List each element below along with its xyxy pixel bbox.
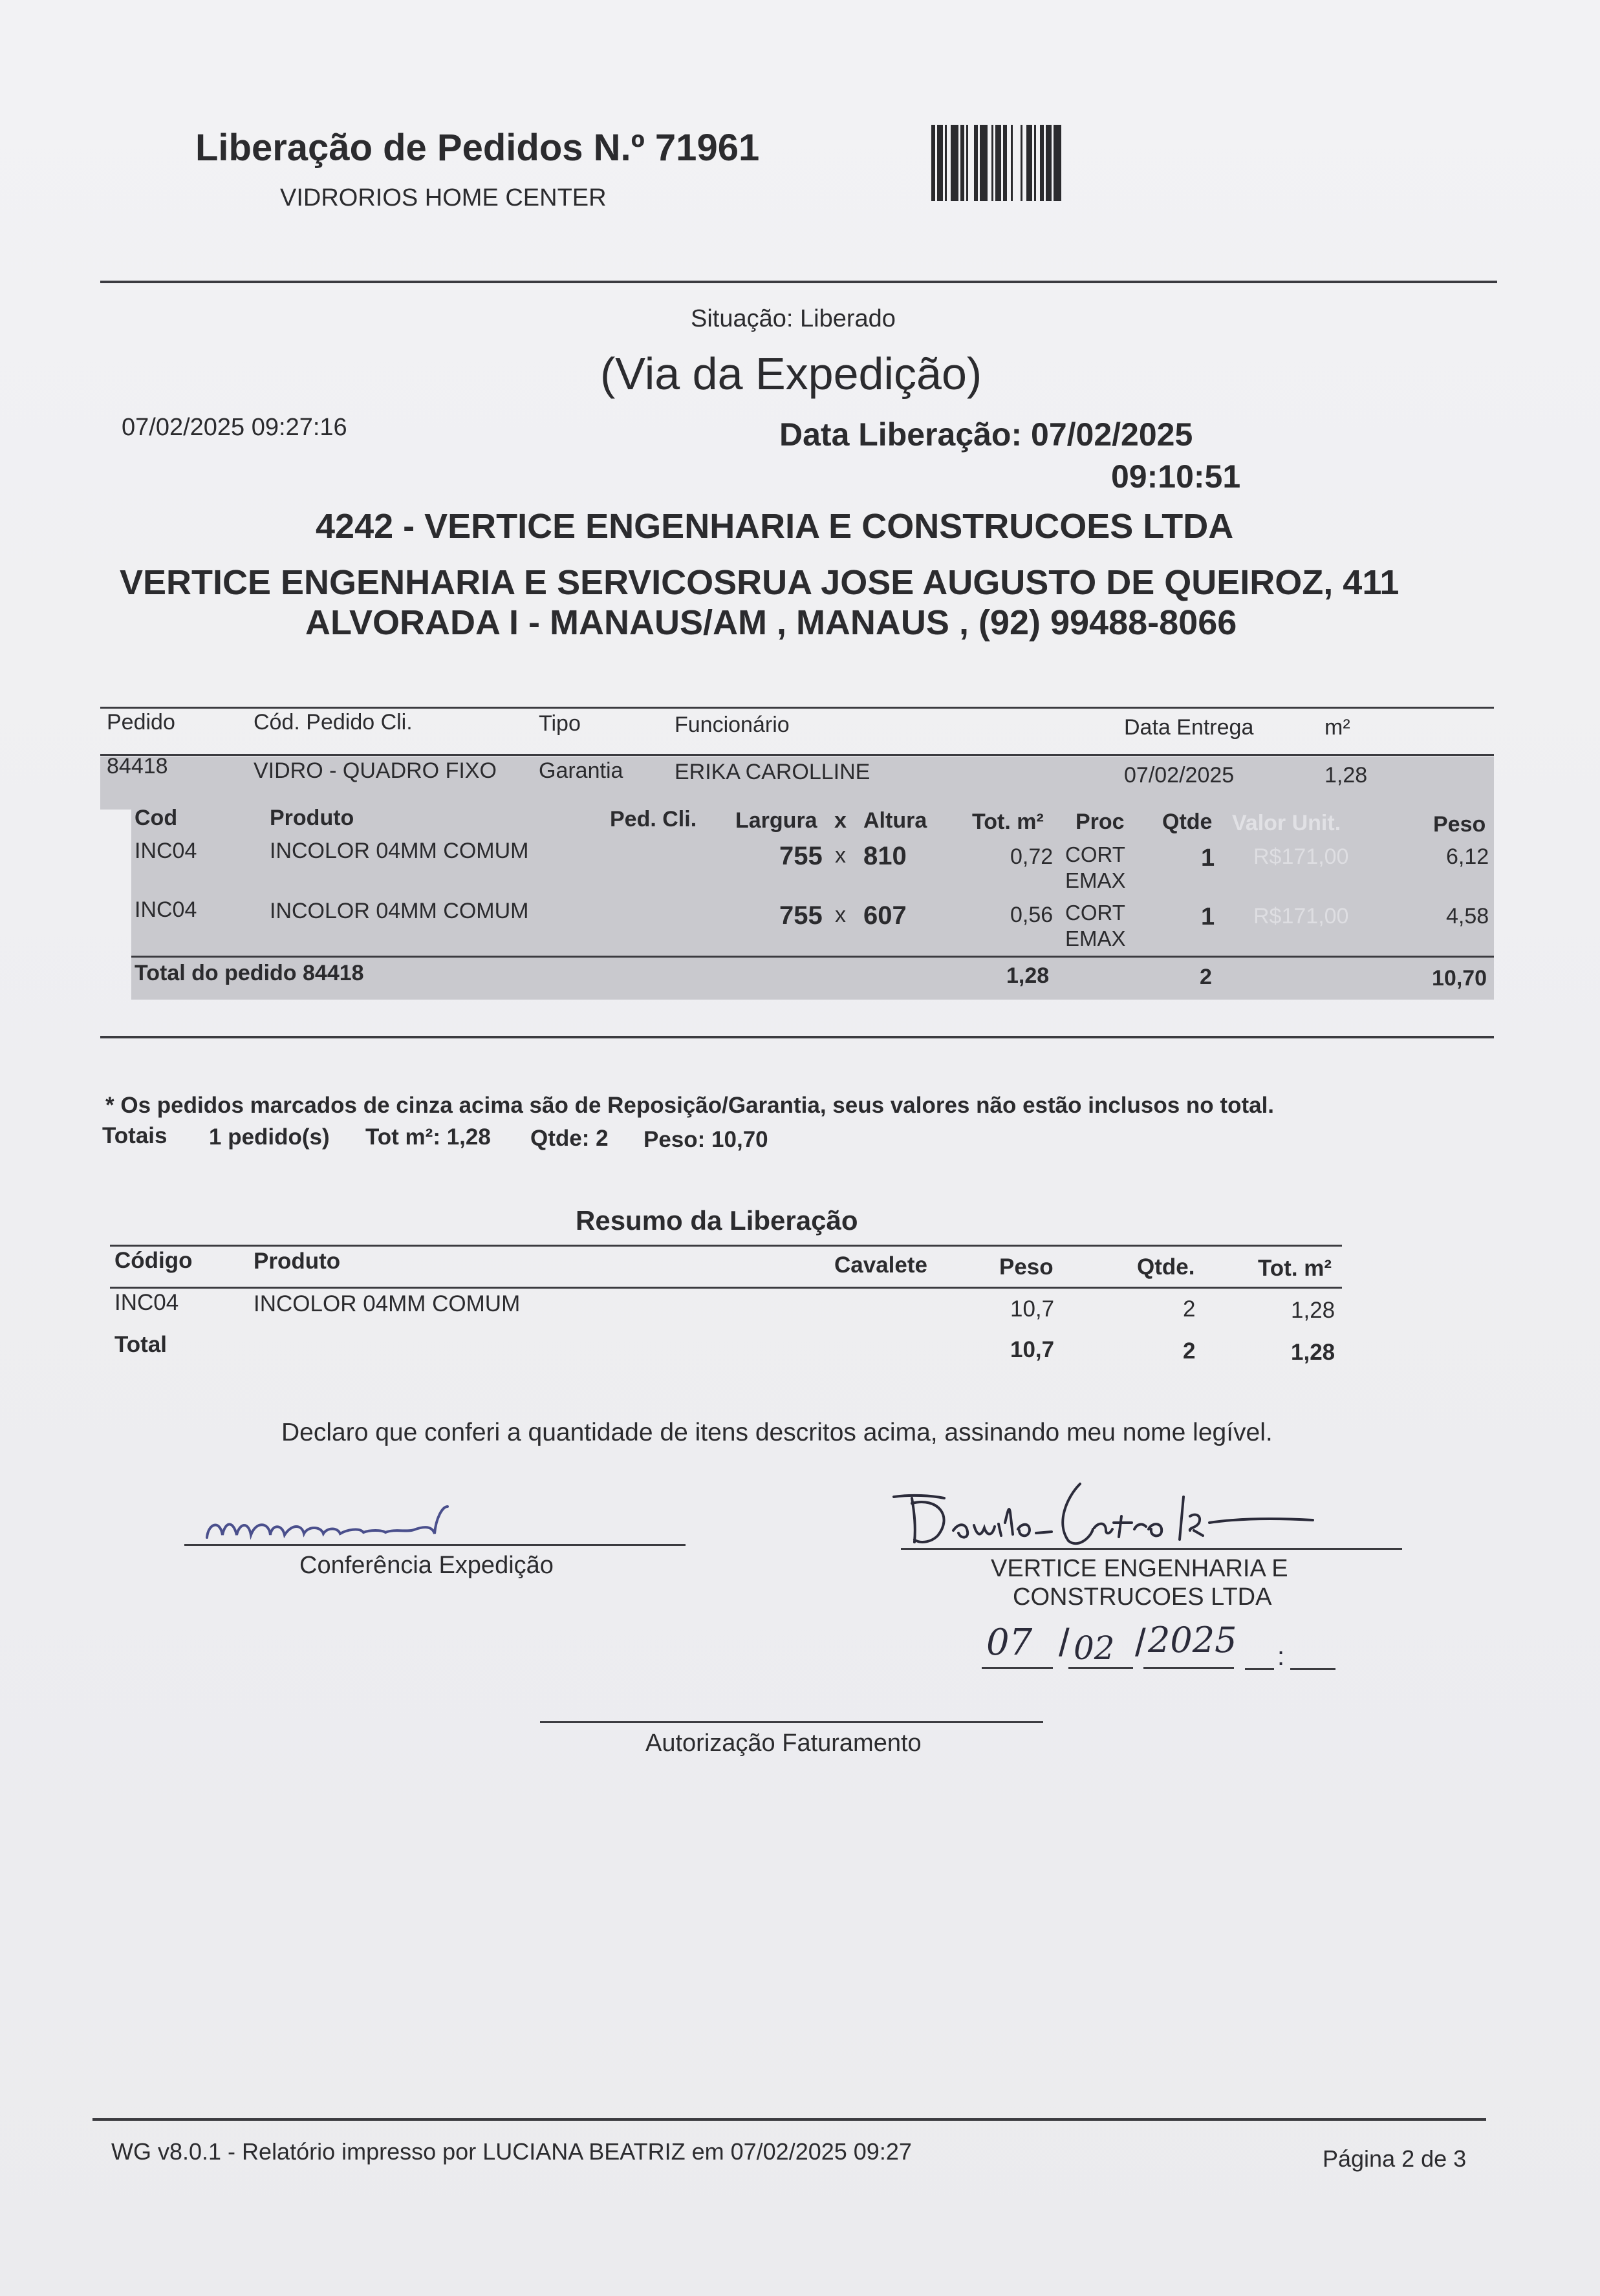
item-2-valor-unit: R$171,00 (1253, 904, 1349, 928)
col-header-cod-pedido-cli: Cód. Pedido Cli. (254, 710, 413, 735)
barcode-bar (960, 125, 964, 201)
handwritten-date-year: 2025 (1148, 1620, 1237, 1660)
gray-note: * Os pedidos marcados de cinza acima são de Reposição/Garantia, seus valores não estão inclusos no total. (105, 1093, 1275, 1118)
time-minute-line (1290, 1668, 1335, 1670)
item-1-proc-1: CORT (1065, 842, 1125, 866)
col-header-funcionario: Funcionário (675, 713, 790, 737)
item-1-tot-m2: 0,72 (1010, 844, 1054, 869)
right-signature-label-2: CONSTRUCOES LTDA (1013, 1583, 1272, 1611)
summary-row-qtde: 2 (1183, 1296, 1196, 1322)
totals-label: Totais (102, 1123, 168, 1148)
summary-title: Resumo da Liberação (576, 1205, 858, 1236)
order-total-m2: 1,28 (1006, 963, 1050, 988)
via-title: (Via da Expedição) (600, 349, 982, 399)
barcode-bar (991, 125, 993, 201)
order-number: 84418 (107, 754, 168, 778)
item-header-valor-unit: Valor Unit. (1232, 811, 1341, 835)
table-top-rule (100, 707, 1494, 709)
declaration-text: Declaro que conferi a quantidade de itens descritos acima, assinando meu nome legível. (281, 1419, 1273, 1446)
item-header-proc: Proc (1076, 810, 1125, 834)
item-2-x: x (835, 903, 846, 927)
status-text: Situação: Liberado (691, 305, 896, 332)
date-month-line (1068, 1667, 1133, 1669)
totals-qtde: Qtde: 2 (530, 1126, 609, 1151)
item-header-x: x (834, 808, 847, 833)
summary-row-codigo: INC04 (114, 1290, 179, 1315)
footer-page-number: Página 2 de 3 (1323, 2145, 1467, 2172)
summary-total-qtde: 2 (1183, 1338, 1196, 1364)
item-header-tot-m2: Tot. m² (972, 810, 1044, 834)
col-header-pedido: Pedido (107, 710, 175, 735)
date-slash-2: / (1135, 1621, 1146, 1664)
summary-header-codigo: Código (114, 1248, 193, 1273)
item-header-largura: Largura (735, 808, 817, 833)
auth-signature-label: Autorização Faturamento (645, 1730, 922, 1757)
totals-peso: Peso: 10,70 (643, 1127, 768, 1152)
barcode-bar (1011, 125, 1013, 201)
date-colon: : (1277, 1642, 1285, 1671)
right-signature-label-1: VERTICE ENGENHARIA E (991, 1555, 1288, 1582)
barcode-bar (931, 125, 935, 201)
item-2-cod: INC04 (135, 897, 197, 922)
company-name: VIDRORIOS HOME CENTER (280, 184, 607, 211)
item-header-qtde: Qtde (1162, 810, 1213, 834)
order-employee: ERIKA CAROLLINE (675, 760, 870, 784)
barcode-bar (966, 125, 968, 201)
item-1-valor-unit: R$171,00 (1253, 844, 1349, 869)
item-2-proc-1: CORT (1065, 901, 1125, 925)
barcode-bar (974, 125, 978, 201)
date-day-line (982, 1667, 1053, 1669)
totals-orders: 1 pedido(s) (209, 1124, 330, 1150)
summary-total-label: Total (114, 1332, 168, 1357)
order-type: Garantia (539, 758, 623, 783)
col-header-data-entrega: Data Entrega (1124, 715, 1254, 740)
time-hour-line (1245, 1668, 1274, 1670)
date-slash-1: / (1059, 1621, 1070, 1664)
order-m2: 1,28 (1324, 763, 1368, 788)
item-1-altura: 810 (863, 842, 907, 870)
item-2-peso: 4,58 (1446, 904, 1489, 928)
order-delivery-date: 07/02/2025 (1124, 763, 1235, 788)
release-date: Data Liberação: 07/02/2025 (779, 416, 1193, 453)
document-title: Liberação de Pedidos N.º 71961 (195, 127, 760, 169)
summary-total-tot-m2: 1,28 (1291, 1340, 1335, 1365)
date-year-line (1143, 1667, 1234, 1669)
item-1-proc-2: EMAX (1065, 868, 1126, 892)
item-2-tot-m2: 0,56 (1010, 903, 1054, 927)
barcode-bar (937, 125, 943, 201)
barcode-bar (1026, 125, 1032, 201)
left-signature (194, 1487, 504, 1552)
table-header-rule (100, 754, 1494, 756)
right-signature (886, 1458, 1326, 1555)
summary-header-cavalete: Cavalete (834, 1252, 927, 1278)
print-timestamp: 07/02/2025 09:27:16 (122, 414, 347, 441)
barcode-bar (951, 125, 958, 201)
summary-row-tot-m2: 1,28 (1291, 1298, 1335, 1323)
item-1-produto: INCOLOR 04MM COMUM (270, 839, 529, 863)
item-header-produto: Produto (270, 806, 354, 830)
left-signature-line (184, 1544, 686, 1546)
item-2-altura: 607 (863, 901, 907, 930)
handwritten-date-day: 07 (986, 1622, 1033, 1664)
order-total-rule (131, 956, 1494, 958)
summary-row-produto: INCOLOR 04MM COMUM (254, 1291, 521, 1316)
order-total-qtde: 2 (1200, 965, 1212, 989)
summary-top-rule (110, 1245, 1342, 1247)
col-header-m2: m² (1324, 715, 1350, 740)
barcode-bar (945, 125, 947, 201)
summary-row-peso: 10,7 (1010, 1296, 1055, 1322)
barcode (931, 125, 1177, 202)
summary-total-peso: 10,7 (1010, 1337, 1055, 1362)
client-name: 4242 - VERTICE ENGENHARIA E CONSTRUCOES LTDA (316, 507, 1234, 546)
summary-header-qtde: Qtde. (1137, 1254, 1195, 1280)
item-header-ped-cli: Ped. Cli. (610, 807, 697, 831)
client-address-line2: ALVORADA I - MANAUS/AM , MANAUS , (92) 99488-8066 (305, 603, 1237, 642)
barcode-bar (1003, 125, 1007, 201)
table-bottom-rule (100, 1036, 1494, 1038)
col-header-tipo: Tipo (539, 711, 581, 736)
item-1-largura: 755 (779, 842, 823, 870)
order-total-peso: 10,70 (1432, 966, 1487, 991)
auth-signature-line (540, 1721, 1043, 1723)
summary-header-produto: Produto (254, 1249, 341, 1274)
item-2-largura: 755 (779, 901, 823, 930)
item-header-peso: Peso (1433, 812, 1486, 837)
item-1-x: x (835, 843, 846, 868)
barcode-bar (1054, 125, 1061, 201)
item-2-produto: INCOLOR 04MM COMUM (270, 899, 529, 923)
summary-header-rule (110, 1287, 1342, 1289)
barcode-bar (995, 125, 1001, 201)
barcode-bar (1046, 125, 1052, 201)
item-2-proc-2: EMAX (1065, 927, 1126, 950)
item-1-qtde: 1 (1201, 844, 1215, 872)
release-time: 09:10:51 (1111, 458, 1241, 495)
totals-m2: Tot m²: 1,28 (365, 1124, 491, 1150)
left-signature-label: Conferência Expedição (299, 1552, 554, 1579)
item-1-peso: 6,12 (1446, 844, 1489, 869)
right-signature-line (901, 1548, 1402, 1550)
footer-print-info: WG v8.0.1 - Relatório impresso por LUCIANA BEATRIZ em 07/02/2025 09:27 (111, 2138, 912, 2165)
barcode-bar (1021, 125, 1022, 201)
item-2-qtde: 1 (1201, 903, 1215, 930)
item-header-cod: Cod (135, 806, 178, 830)
item-1-cod: INC04 (135, 839, 197, 863)
summary-header-peso: Peso (999, 1254, 1054, 1280)
barcode-bar (1040, 125, 1044, 201)
item-header-altura: Altura (863, 808, 927, 833)
header-divider (100, 281, 1497, 283)
order-client-code: VIDRO - QUADRO FIXO (254, 758, 497, 783)
handwritten-date-month: 02 (1074, 1629, 1115, 1667)
summary-header-tot-m2: Tot. m² (1258, 1256, 1332, 1281)
barcode-bar (1034, 125, 1036, 201)
barcode-bar (980, 125, 988, 201)
footer-rule (92, 2118, 1486, 2121)
client-address-line1: VERTICE ENGENHARIA E SERVICOSRUA JOSE AUGUSTO DE QUEIROZ, 411 (120, 563, 1400, 602)
order-total-label: Total do pedido 84418 (135, 961, 364, 985)
